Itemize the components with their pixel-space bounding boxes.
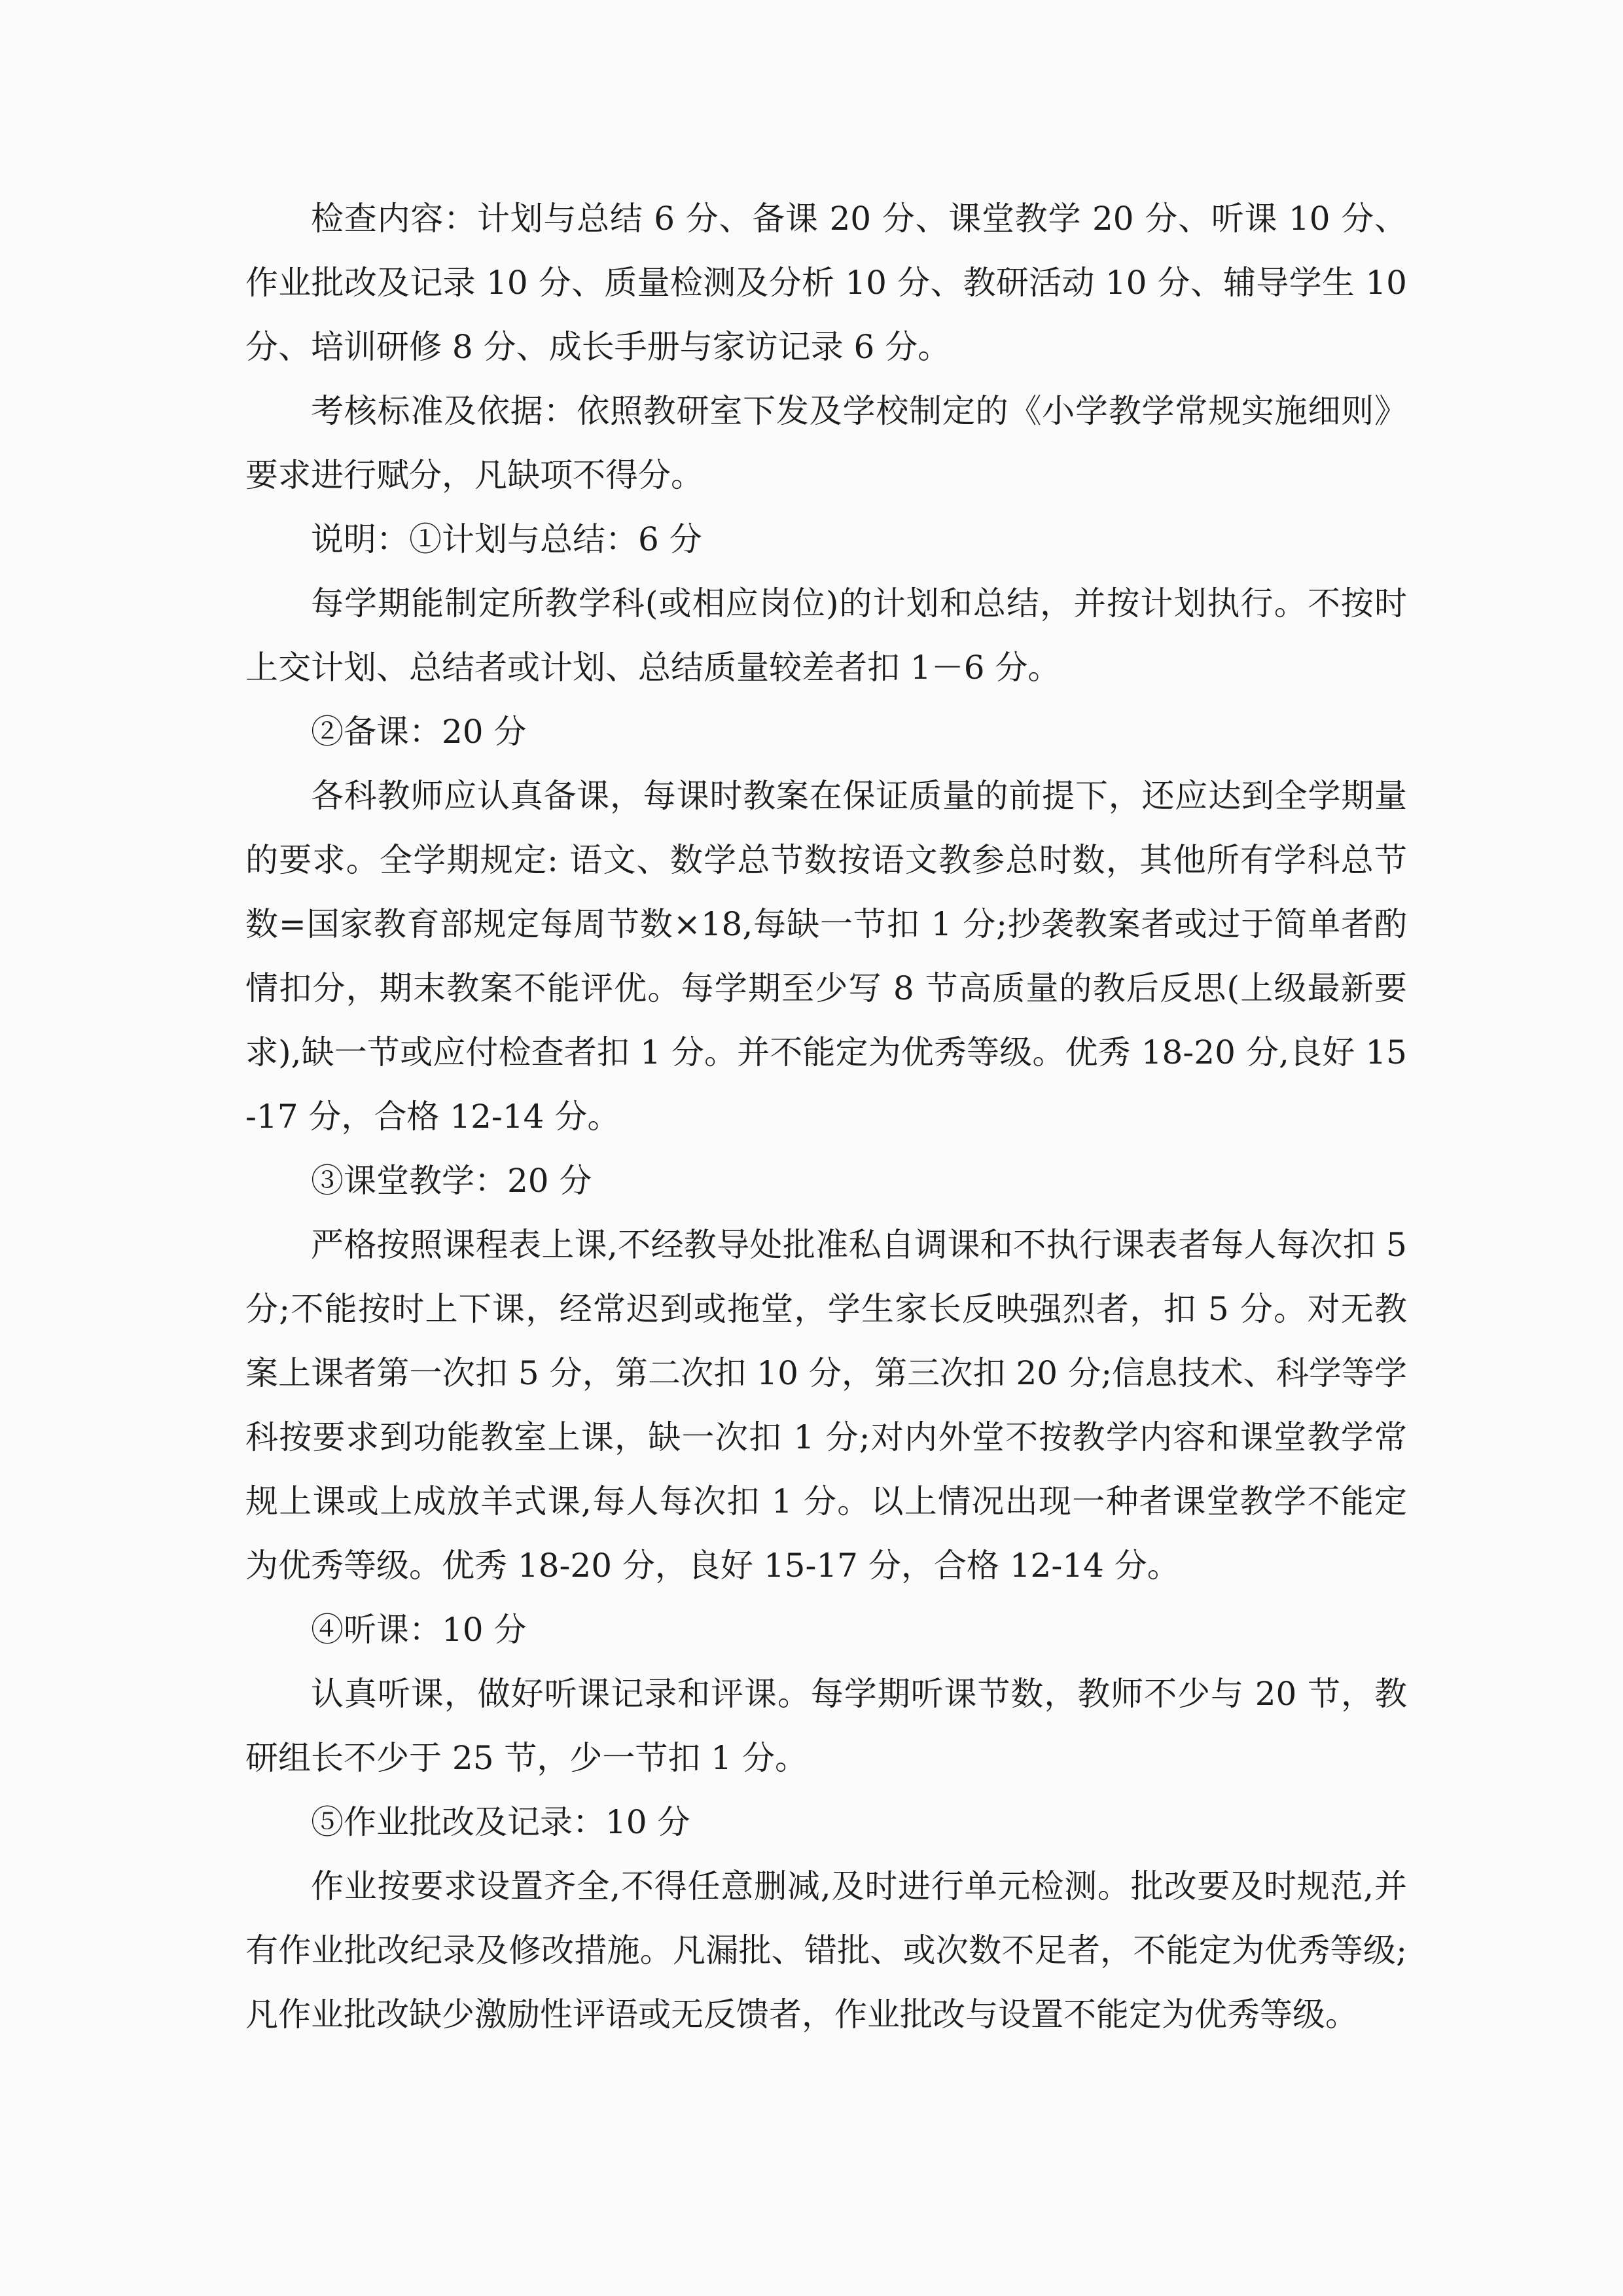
paragraph-item2-heading: ②备课：20 分 (311, 713, 527, 751)
paragraph-item5-detail: 作业按要求设置齐全,不得任意删减,及时进行单元检测。批改要及时规范,并有作业批改纪录及修改措施。凡漏批、错批、或次数不足者，不能定为优秀等级;凡作业批改缺少激励性评语或无反馈者，作业批改与设置不能定为优秀等级。 (245, 1867, 1407, 2034)
paragraph-item5-heading: ⑤作业批改及记录：10 分 (311, 1803, 690, 1841)
paragraph-item1-heading: 说明：①计划与总结：6 分 (311, 520, 702, 558)
paragraph-item2-detail: 各科教师应认真备课，每课时教案在保证质量的前提下，还应达到全学期量的要求。全学期规定: 语文、数学总节数按语文教参总时数，其他所有学科总节数=国家教育部规定每周节数×18,每缺一节扣 1 分;抄袭教案者或过于简单者酌情扣分，期末教案不能评优。每学期至少写 8 节高质量的教后反思(上级最新要求),缺一节或应付检查者扣 1 分。并不能定为优秀等级。优秀 18-20 分,良好 15-17 分，合格 12-14 分。 (245, 777, 1407, 1136)
paragraph-item3-heading: ③课堂教学：20 分 (311, 1162, 592, 1200)
paragraph-inspection-content: 检查内容：计划与总结 6 分、备课 20 分、课堂教学 20 分、听课 10 分、作业批改及记录 10 分、质量检测及分析 10 分、教研活动 10 分、辅导学生 10 分、培训研修 8 分、成长手册与家访记录 6 分。 (245, 200, 1407, 366)
paragraph-item4-heading: ④听课：10 分 (311, 1611, 527, 1649)
paragraph-item4-detail: 认真听课，做好听课记录和评课。每学期听课节数，教师不少与 20 节，教研组长不少于 25 节，少一节扣 1 分。 (245, 1675, 1407, 1777)
paragraph-item1-detail: 每学期能制定所教学科(或相应岗位)的计划和总结，并按计划执行。不按时上交计划、总结者或计划、总结质量较差者扣 1－6 分。 (245, 584, 1407, 687)
paragraph-assessment-standard: 考核标准及依据：依照教研室下发及学校制定的《小学教学常规实施细则》要求进行赋分，凡缺项不得分。 (245, 392, 1407, 494)
paragraph-item3-detail: 严格按照课程表上课,不经教导处批准私自调课和不执行课表者每人每次扣 5 分;不能按时上下课，经常迟到或拖堂，学生家长反映强烈者，扣 5 分。对无教案上课者第一次扣 5 分，第二次扣 10 分，第三次扣 20 分;信息技术、科学等学科按要求到功能教室上课，缺一次扣 1 分;对内外堂不按教学内容和课堂教学常规上课或上成放羊式课,每人每次扣 1 分。以上情况出现一种者课堂教学不能定为优秀等级。优秀 18-20 分，良好 15-17 分，合格 12-14 分。 (245, 1226, 1407, 1585)
